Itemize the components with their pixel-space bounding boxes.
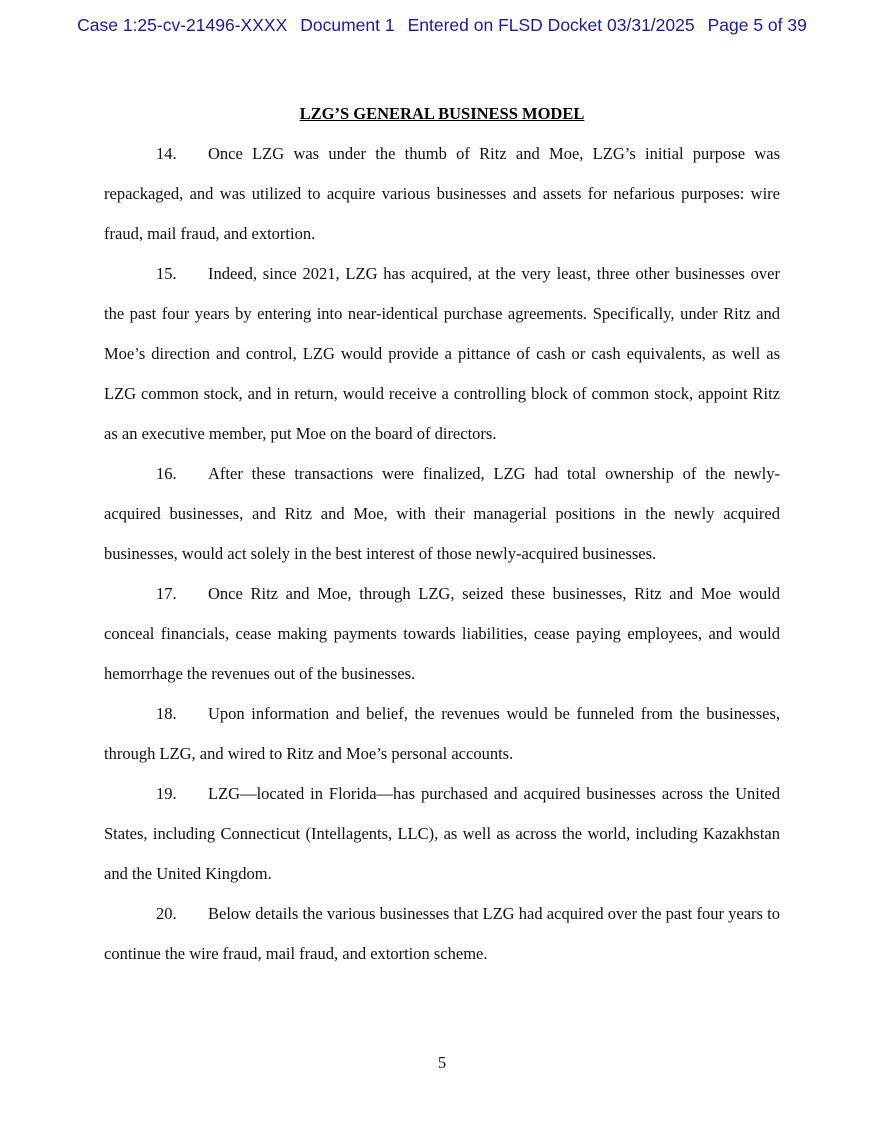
paragraph-14 [104,134,780,254]
entered-date: Entered on FLSD Docket 03/31/2025 [407,15,695,35]
case-number: Case 1:25-cv-21496-XXXX [77,15,288,35]
paragraph-number: 20. [156,904,177,923]
paragraph-20 [104,894,780,974]
paragraph-number: 15. [156,264,177,283]
paragraph-text: Once Ritz and Moe, through LZG, seized these businesses, Ritz and Moe would conceal financials, cease making payments towards liabilities, cease paying employees, and would hemorrhage the revenues out of the businesses. [104,584,780,683]
section-title: LZG’S GENERAL BUSINESS MODEL [299,104,585,123]
paragraph-text: Below details the various businesses that LZG had acquired over the past four years to continue the wire fraud, mail fraud, and extortion scheme. [104,904,780,963]
paragraph-text: Upon information and belief, the revenues would be funneled from the businesses, through LZG, and wired to Ritz and Moe’s personal accounts. [104,704,780,763]
paragraph-16 [104,454,780,574]
paragraph-number: 14. [156,144,177,163]
docket-header [0,15,884,36]
paragraph-number: 17. [156,584,177,603]
paragraph-19 [104,774,780,894]
paragraph-text: After these transactions were finalized, LZG had total ownership of the newly-acquired businesses, and Ritz and Moe, with their managerial positions in the newly acquired businesses, would act solely in the best interest of those newly-acquired businesses. [104,464,780,563]
document-number: Document 1 [300,15,395,35]
paragraph-number: 19. [156,784,177,803]
paragraph-text: Indeed, since 2021, LZG has acquired, at the very least, three other businesses over the past four years by entering into near-identical purchase agreements. Specifically, under Ritz and Moe’s direction and control, LZG would provide a pittance of cash or cash equivalents, as well as LZG common stock, and in return, would receive a controlling block of common stock, appoint Ritz as an executive member, put Moe on the board of directors. [104,264,780,443]
document-body [104,134,780,974]
paragraph-text: LZG—located in Florida—has purchased and acquired businesses across the United States, including Connecticut (Intellagents, LLC), as well as across the world, including Kazakhstan and the United Kingdom. [104,784,780,883]
paragraph-text: Once LZG was under the thumb of Ritz and Moe, LZG’s initial purpose was repackaged, and was utilized to acquire various businesses and assets for nefarious purposes: wire fraud, mail fraud, and extortion. [104,144,780,243]
paragraph-18 [104,694,780,774]
paragraph-number: 16. [156,464,177,483]
page-number: 5 [437,1053,447,1072]
page-indicator: Page 5 of 39 [707,15,807,35]
paragraph-number: 18. [156,704,177,723]
paragraph-15 [104,254,780,454]
paragraph-17 [104,574,780,694]
